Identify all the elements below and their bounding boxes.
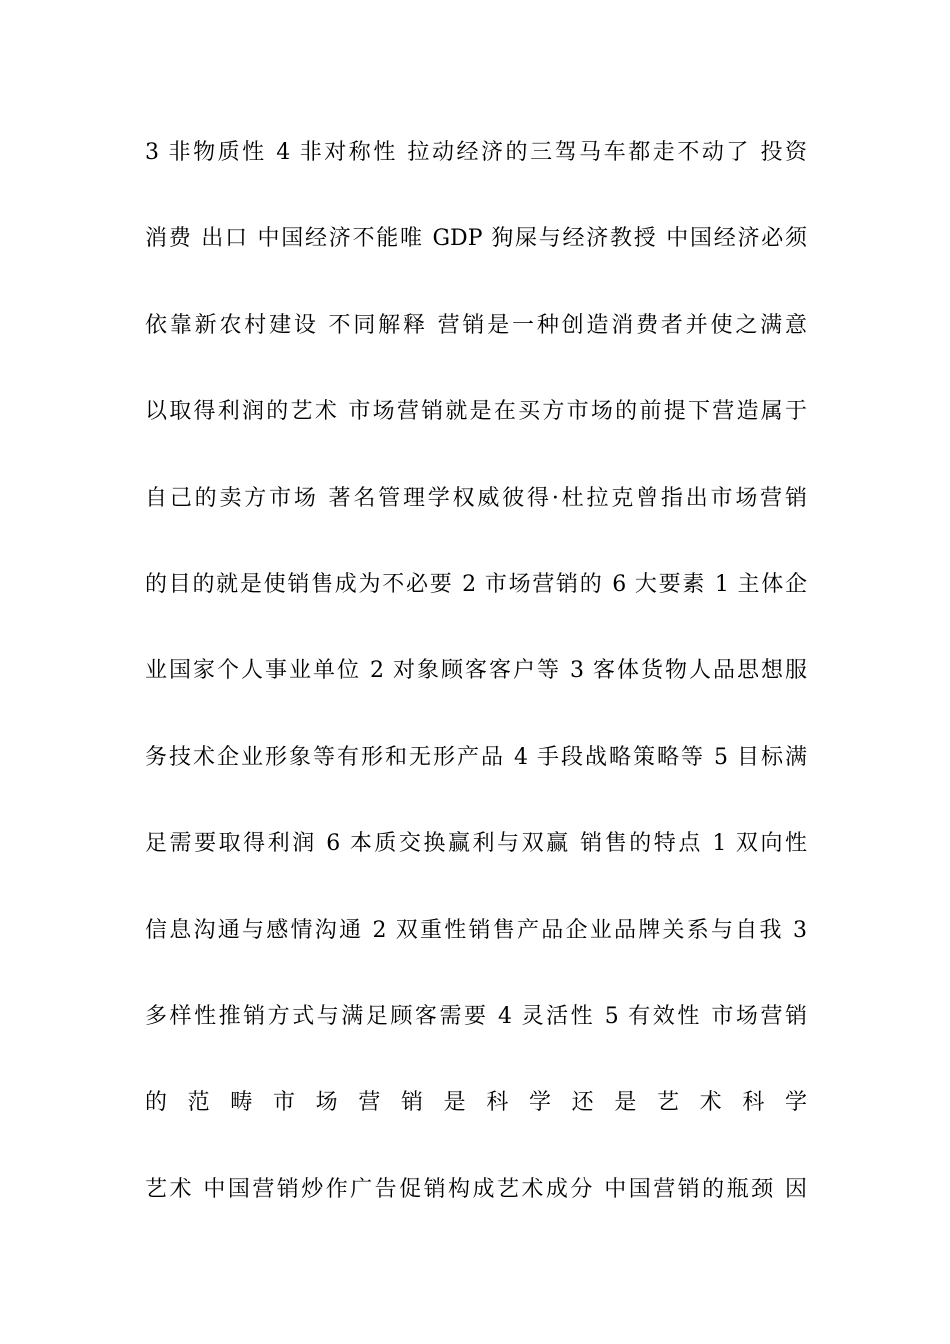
text-line-8: 务技术企业形象等有形和无形产品 4 手段战略策略等 5 目标满: [145, 744, 807, 770]
text-line-11: 多样性推销方式与满足顾客需要 4 灵活性 5 有效性 市场营销: [145, 1003, 807, 1029]
document-body: [145, 130, 807, 1253]
text-line-9: 足需要取得利润 6 本质交换赢利与双赢 销售的特点 1 双向性: [145, 831, 807, 857]
text-line-4: 以取得利润的艺术 市场营销就是在买方市场的前提下营造属于: [145, 399, 807, 425]
text-line-6: 的目的就是使销售成为不必要 2 市场营销的 6 大要素 1 主体企: [145, 571, 807, 597]
text-line-13: 艺术 中国营销炒作广告促销构成艺术成分 中国营销的瓶颈 因: [145, 1176, 807, 1202]
text-line-1: 3 非物质性 4 非对称性 拉动经济的三驾马车都走不动了 投资: [145, 140, 807, 165]
text-line-12: 的 范 畴 市 场 营 销 是 科 学 还 是 艺 术 科 学: [145, 1090, 807, 1116]
text-line-10: 信息沟通与感情沟通 2 双重性销售产品企业品牌关系与自我 3: [145, 917, 807, 943]
text-line-3: 依靠新农村建设 不同解释 营销是一种创造消费者并使之满意: [145, 312, 807, 338]
text-line-2: 消费 出口 中国经济不能唯 GDP 狗屎与经济教授 中国经济必须: [145, 226, 807, 252]
text-line-7: 业国家个人事业单位 2 对象顾客客户等 3 客体货物人品思想服: [145, 658, 807, 684]
text-line-5: 自己的卖方市场 著名管理学权威彼得·杜拉克曾指出市场营销: [145, 485, 807, 511]
